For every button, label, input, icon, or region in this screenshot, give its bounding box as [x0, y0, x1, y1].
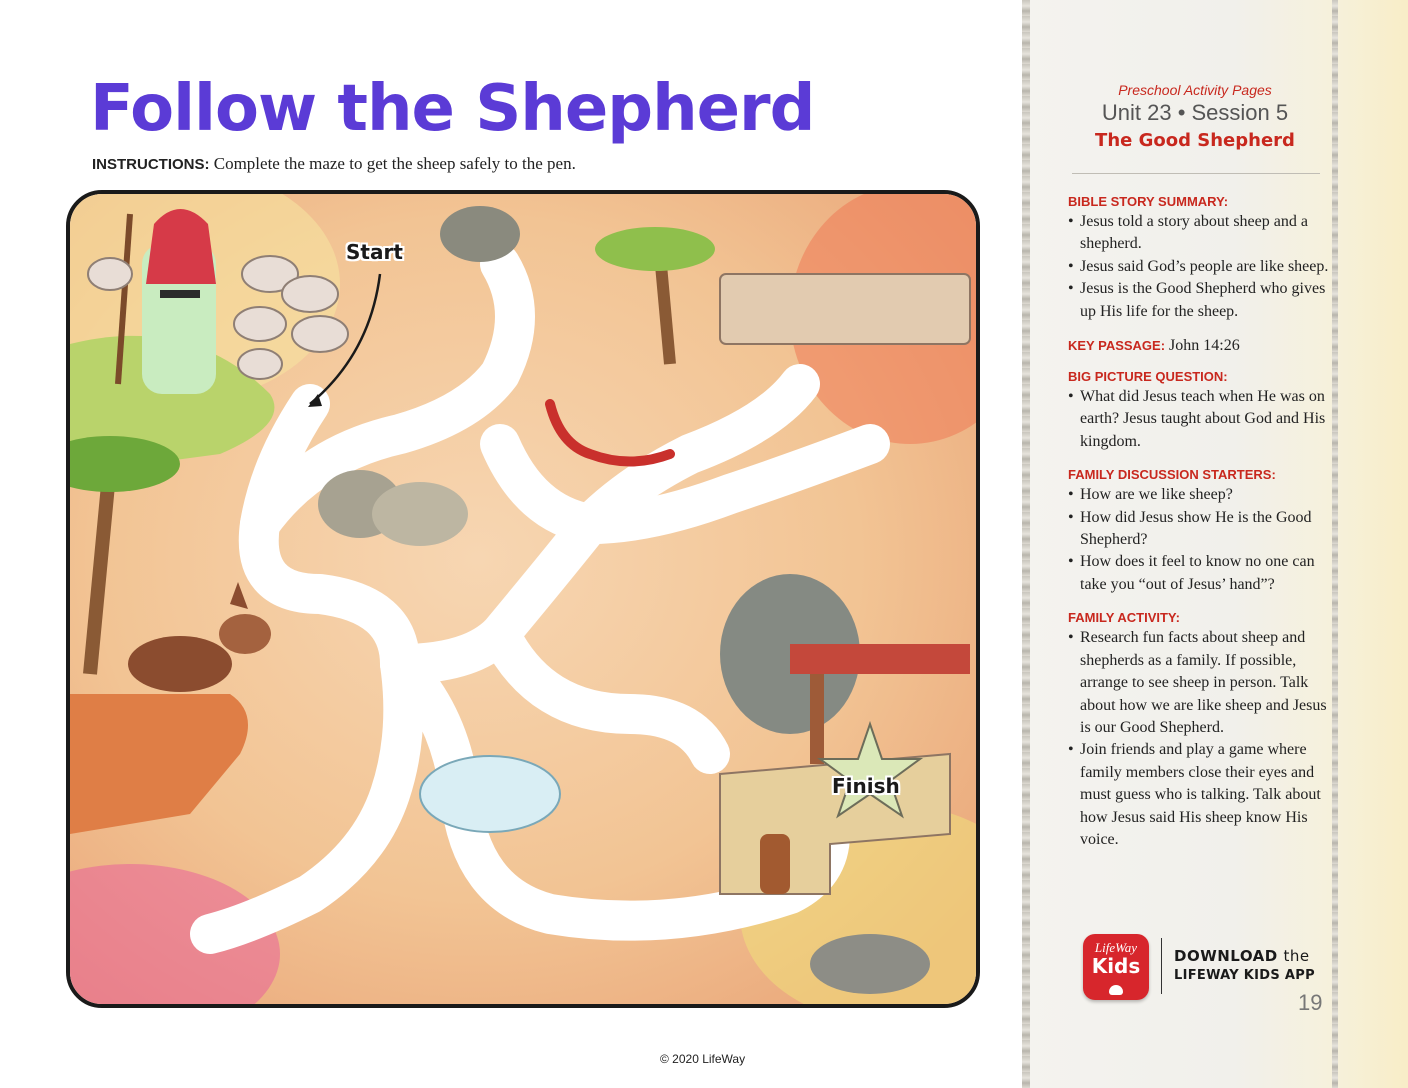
logo-line1: LifeWay: [1094, 940, 1138, 955]
stone-wall: [720, 274, 970, 344]
page-title: Follow the Shepherd: [90, 72, 815, 146]
logo-line2: Kids: [1091, 954, 1141, 978]
family-discussion-starters-heading: FAMILY DISCUSSION STARTERS:: [1068, 467, 1276, 483]
maze-artwork: [70, 194, 976, 1004]
download-line2[interactable]: LIFEWAY KIDS APP: [1174, 968, 1315, 983]
list-item: • Research fun facts about sheep and shepherds as a family. If possible, arrange to see sheep in person. Talk about how we are like sheep and Jesus is our Good Shepherd.: [1068, 627, 1330, 739]
download-divider: [1161, 938, 1162, 994]
list-item: • Jesus said God’s people are like sheep.: [1068, 256, 1330, 278]
finish-label: Finish: [832, 774, 900, 798]
bible-icon: [1109, 985, 1123, 995]
big-picture-question: [1068, 369, 1330, 453]
instructions-text: Complete the maze to get the sheep safely to the pen.: [213, 154, 576, 173]
download-line1[interactable]: [1174, 947, 1310, 965]
list-item: • How did Jesus show He is the Good Shepherd?: [1068, 507, 1330, 552]
family-activity: [1068, 610, 1330, 851]
sidebar-content: [1068, 194, 1330, 865]
list-item: • What did Jesus teach when He was on earth? Jesus taught about God and His kingdom.: [1068, 386, 1330, 453]
family-activity-heading: FAMILY ACTIVITY:: [1068, 610, 1180, 626]
key-passage-heading: KEY PASSAGE:: [1068, 338, 1166, 354]
sidebar-left-edge: [1022, 0, 1030, 1088]
unit-session: Unit 23 • Session 5: [1101, 100, 1289, 125]
key-passage: [1068, 337, 1330, 355]
sidebar-right-edge: [1332, 0, 1338, 1088]
download-word: DOWNLOAD: [1174, 947, 1278, 965]
key-passage-value: John 14:26: [1169, 337, 1240, 355]
list-item: • How does it feel to know no one can take you “out of Jesus’ hand”?: [1068, 551, 1330, 596]
list-item: • Jesus is the Good Shepherd who gives up His life for the sheep.: [1068, 278, 1330, 323]
start-label: Start: [346, 240, 403, 264]
instructions: [92, 154, 576, 174]
session-title: The Good Shepherd: [1095, 130, 1295, 151]
series-label: Preschool Activity Pages: [1118, 82, 1272, 98]
bible-story-summary-heading: BIBLE STORY SUMMARY:: [1068, 194, 1229, 209]
family-discussion-starters: [1068, 467, 1330, 596]
instructions-label: INSTRUCTIONS:: [92, 156, 210, 173]
lifeway-kids-logo[interactable]: [1083, 934, 1149, 1000]
bible-story-summary: [1068, 194, 1330, 323]
download-the: the: [1283, 947, 1310, 965]
maze-illustration: [66, 190, 980, 1008]
big-picture-question-heading: BIG PICTURE QUESTION:: [1068, 369, 1228, 385]
pond: [420, 756, 560, 832]
page-number: 19: [1298, 990, 1323, 1015]
list-item: • Jesus told a story about sheep and a shepherd.: [1068, 211, 1330, 256]
list-item: • How are we like sheep?: [1068, 484, 1330, 506]
list-item: • Join friends and play a game where family members close their eyes and must guess who is talking. Talk about how Jesus said His sheep know His voice.: [1068, 739, 1330, 851]
copyright: © 2020 LifeWay: [660, 1052, 746, 1066]
header-divider: [1072, 173, 1320, 174]
